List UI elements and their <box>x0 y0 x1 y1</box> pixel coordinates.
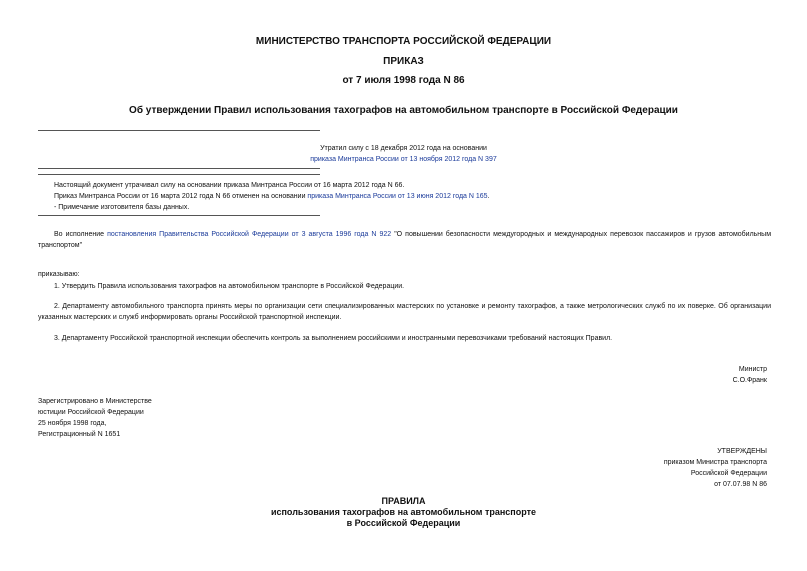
status-note <box>0 143 807 165</box>
divider <box>38 168 320 169</box>
status-note-link[interactable]: приказа Минтранса России от 13 ноября 2012 года N 397 <box>310 156 497 163</box>
order-title: Об утверждении Правил использования тахографов на автомобильном транспорте в Российской Федерации <box>129 105 678 116</box>
order-word: приказываю: <box>38 271 80 278</box>
divider <box>38 215 320 216</box>
approved-line: Российской Федерации <box>690 470 767 477</box>
order-item-3: 3. Департаменту Российской транспортной инспекции обеспечить контроль за выполнением российскими и иностранными перевозчиками требований настоящих Правил. <box>54 335 613 342</box>
editor-note-line2-suffix: . <box>487 193 490 200</box>
approved-line: приказом Министра транспорта <box>663 459 767 466</box>
preamble-paragraph <box>38 229 771 251</box>
registration-line: 25 ноября 1998 года, <box>38 420 107 427</box>
registration-line: Регистрационный N 1651 <box>38 431 121 438</box>
signature-position: Министр <box>738 366 767 373</box>
editor-note-line2 <box>54 191 774 202</box>
ministry-heading: МИНИСТЕРСТВО ТРАНСПОРТА РОССИЙСКОЙ ФЕДЕРАЦИИ <box>255 36 552 47</box>
order-item-2: 2. Департаменту автомобильного транспорта принять меры по организации сети специализированных мастерских по установке и ремонту тахографов, а также метрологических служб по их поверке. Об организации указанных мастерских и служб информировать органы Российской транспортной инспекции. <box>38 303 771 321</box>
preamble-suffix: "О повышении безопасности междугородных и международных перевозок пассажиров и грузов автомобильным транспортом" <box>38 231 772 249</box>
rules-heading <box>0 496 807 529</box>
approved-block <box>664 446 767 490</box>
order-item-1: 1. Утвердить Правила использования тахографов на автомобильном транспорте в Российской Федерации. <box>54 283 405 290</box>
editor-note-line2-prefix: Приказ Минтранса России от 16 марта 2012 года N 66 отменен на основании <box>54 193 308 200</box>
registration-line: юстиции Российской Федерации <box>38 409 144 416</box>
document-type: ПРИКАЗ <box>383 56 424 67</box>
divider <box>38 174 320 175</box>
editor-note <box>54 180 774 213</box>
status-note-text: Утратил силу с 18 декабря 2012 года на основании <box>320 145 487 152</box>
divider <box>38 130 320 131</box>
registration-line: Зарегистрировано в Министерстве <box>38 398 152 405</box>
rules-heading-line: ПРАВИЛА <box>381 496 426 506</box>
rules-heading-line: использования тахографов на автомобильном транспорте <box>270 507 537 517</box>
editor-note-line1: Настоящий документ утрачивал силу на основании приказа Минтранса России от 16 марта 2012 года N 66. <box>54 182 405 189</box>
editor-note-link[interactable]: приказа Минтранса России от 13 июня 2012 года N 165 <box>307 193 488 200</box>
preamble-link[interactable]: постановления Правительства Российской Федерации от 3 августа 1996 года N 922 <box>107 231 392 238</box>
rules-heading-line: в Российской Федерации <box>346 518 461 528</box>
order-date-number: от 7 июля 1998 года N 86 <box>342 75 465 86</box>
preamble-prefix: Во исполнение <box>54 231 108 238</box>
registration-block <box>38 396 152 440</box>
approved-line: УТВЕРЖДЕНЫ <box>717 448 767 455</box>
signature-name: С.О.Франк <box>732 377 767 384</box>
editor-note-line3: - Примечание изготовителя базы данных. <box>54 204 190 211</box>
approved-line: от 07.07.98 N 86 <box>714 481 767 488</box>
signature-block <box>733 364 767 386</box>
